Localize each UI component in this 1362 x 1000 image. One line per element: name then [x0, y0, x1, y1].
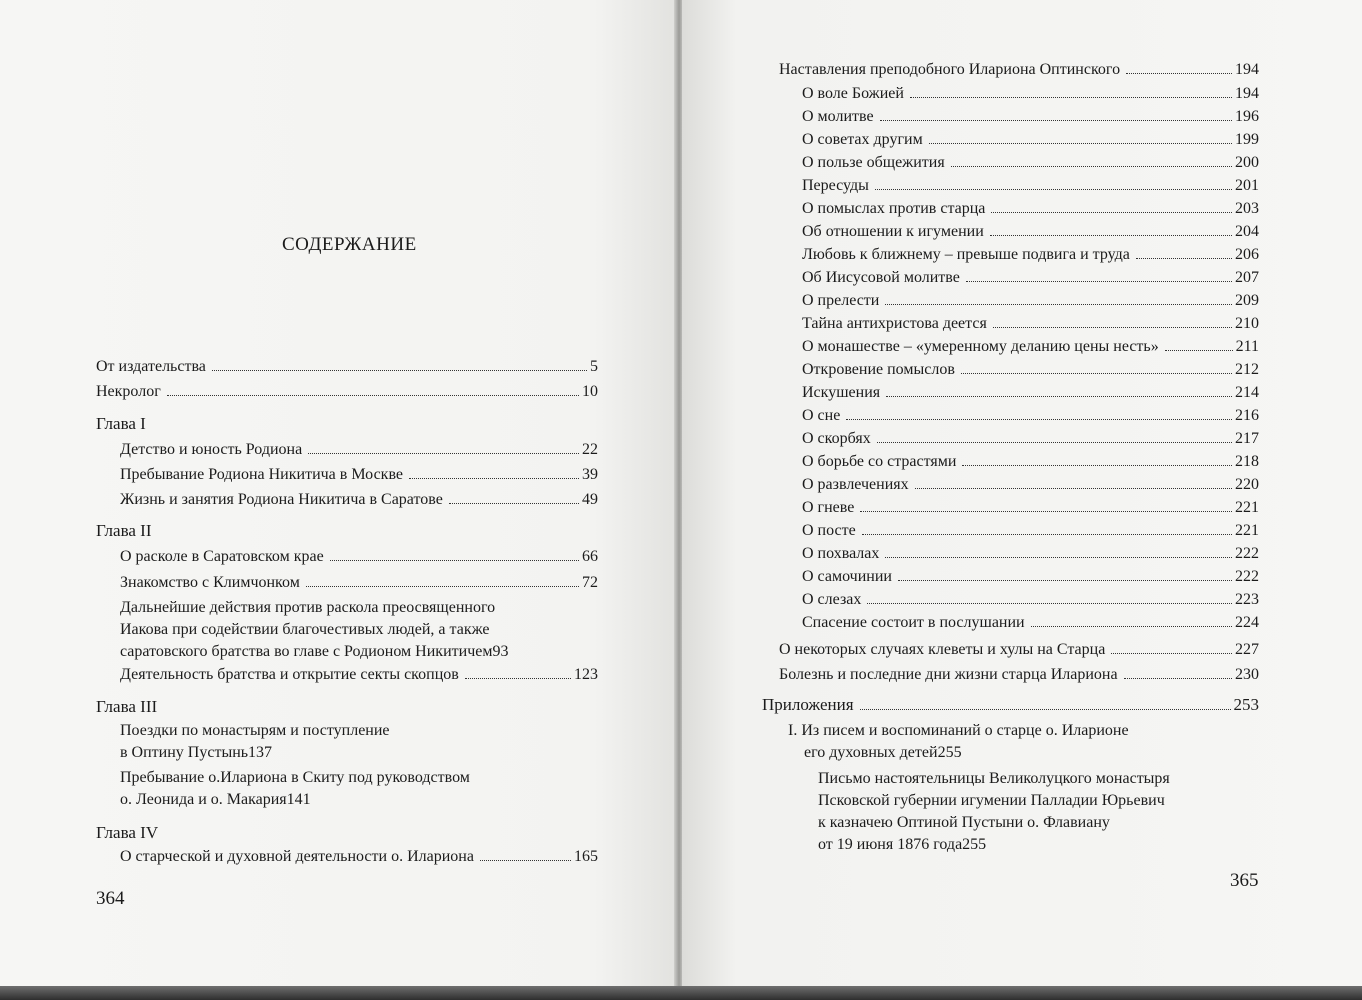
toc-subentry[interactable]: Откровение помыслов 212	[802, 361, 1259, 378]
toc-subentry[interactable]: Искушения 214	[802, 384, 1259, 401]
toc-entry[interactable]: Поездки по монастырям и поступление в Оптину Пустынь 137	[120, 722, 390, 761]
toc-entry[interactable]: От издательства 5	[96, 358, 598, 375]
toc-subentry[interactable]: О похвалах 222	[802, 545, 1259, 562]
toc-title: СОДЕРЖАНИЕ	[282, 234, 417, 255]
toc-subentry[interactable]: Любовь к ближнему – превыше подвига и труда 206	[802, 246, 1259, 263]
toc-subentry[interactable]: О борьбе со страстями 218	[802, 453, 1259, 470]
book-bottom-edge	[0, 986, 1362, 1000]
toc-subentry[interactable]: О слезах 223	[802, 591, 1259, 608]
toc-entry[interactable]: Знакомство с Климчонком 72	[120, 574, 598, 591]
toc-subentry[interactable]: О сне 216	[802, 407, 1259, 424]
toc-subentry[interactable]: Об Иисусовой молитве 207	[802, 269, 1259, 286]
toc-entry[interactable]: Письмо настоятельницы Великолуцкого монастыря Псковской губернии игумении Палладии Юрьевич к казначею Оптиной Пустыни о. Флавиану от 19 июня 1876 года 255	[818, 770, 1170, 853]
toc-entry[interactable]: Некролог 10	[96, 383, 598, 400]
chapter-heading: Глава II	[96, 521, 152, 540]
toc-subentry[interactable]: О воле Божией 194	[802, 85, 1259, 102]
toc-subentry[interactable]: О гневе 221	[802, 499, 1259, 516]
toc-entry[interactable]: О старческой и духовной деятельности о. Илариона 165	[120, 848, 598, 865]
toc-subentry[interactable]: О развлечениях 220	[802, 476, 1259, 493]
toc-entry[interactable]: Жизнь и занятия Родиона Никитича в Саратове 49	[120, 491, 598, 508]
toc-subentry[interactable]: Тайна антихристова деется 210	[802, 315, 1259, 332]
toc-subentry[interactable]: О помыслах против старца 203	[802, 200, 1259, 217]
page-number: 365	[1230, 870, 1259, 891]
toc-subentry[interactable]: О скорбях 217	[802, 430, 1259, 447]
toc-entry[interactable]: О расколе в Саратовском крае 66	[120, 548, 598, 565]
toc-subentry[interactable]: Пересуды 201	[802, 177, 1259, 194]
right-page	[682, 0, 1362, 988]
chapter-heading: Глава IV	[96, 823, 159, 842]
toc-subentry[interactable]: Спасение состоит в послушании 224	[802, 614, 1259, 631]
toc-entry[interactable]: Дальнейшие действия против раскола преосвященного Иакова при содействии благочестивых людей, а также саратовского братства во главе с Родионом Никитичем 93	[120, 599, 509, 660]
left-page	[0, 0, 676, 988]
toc-subentry[interactable]: О пользе общежития 200	[802, 154, 1259, 171]
toc-subentry[interactable]: О самочинии 222	[802, 568, 1259, 585]
toc-entry[interactable]: Пребывание Родиона Никитича в Москве 39	[120, 466, 598, 483]
toc-entry[interactable]: Пребывание о.Илариона в Скиту под руководством о. Леонида и о. Макария 141	[120, 769, 470, 808]
toc-entry[interactable]: Деятельность братства и открытие секты скопцов 123	[120, 666, 598, 683]
chapter-heading: Глава III	[96, 697, 158, 716]
page-number: 364	[96, 888, 125, 909]
toc-subentry[interactable]: О советах другим 199	[802, 131, 1259, 148]
toc-entry[interactable]: I. Из писем и воспоминаний о старце о. Иларионе его духовных детей 255	[788, 722, 1129, 761]
toc-subentry[interactable]: Об отношении к игумении 204	[802, 223, 1259, 240]
toc-subentry[interactable]: О молитве 196	[802, 108, 1259, 125]
chapter-heading: Глава I	[96, 414, 146, 433]
toc-subentry[interactable]: О посте 221	[802, 522, 1259, 539]
show-through-text	[100, 70, 206, 98]
toc-subentry[interactable]: О монашестве – «умеренному деланию цены несть» 211	[802, 338, 1259, 355]
toc-subentry[interactable]: О прелести 209	[802, 292, 1259, 309]
toc-entry[interactable]: Наставления преподобного Илариона Оптинского 194	[779, 61, 1259, 78]
toc-entry[interactable]: Детство и юность Родиона 22	[120, 441, 598, 458]
toc-entry[interactable]: Приложения 253	[762, 695, 1259, 714]
toc-entry[interactable]: Болезнь и последние дни жизни старца Илариона 230	[779, 666, 1259, 683]
toc-entry[interactable]: О некоторых случаях клеветы и хулы на Старца 227	[779, 641, 1259, 658]
